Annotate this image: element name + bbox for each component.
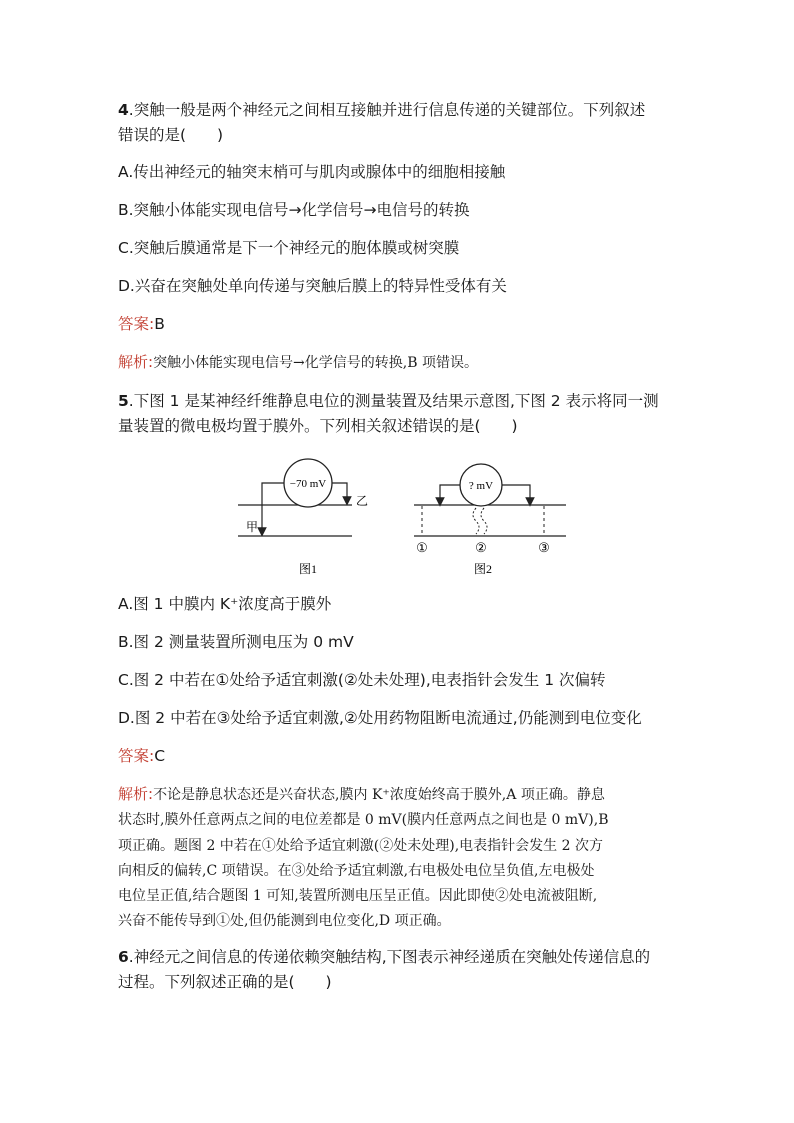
q5-stem-line1: 5.下图 1 是某神经纤维静息电位的测量装置及结果示意图,下图 2 表示将同一测 (118, 392, 659, 410)
q5-number: 5 (118, 392, 129, 410)
fig2-block-mark-right (481, 508, 487, 534)
q4-number: 4 (118, 101, 129, 119)
answer-value: C (154, 747, 166, 765)
figure-1 (238, 459, 368, 576)
fig1-label-yi: 乙 (356, 494, 369, 508)
q5-stem-line2: 量装置的微电极均置于膜外。下列相关叙述错误的是( ) (118, 417, 518, 435)
fig2-electrode-left (440, 485, 460, 502)
answer-value: B (154, 315, 165, 333)
q5-figure (236, 455, 566, 580)
answer-label: 答案: (118, 747, 155, 765)
q4-option-b: B.突触小体能实现电信号→化学信号→电信号的转换 (118, 201, 470, 219)
fig1-electrode-jia (262, 483, 284, 532)
q4-answer (118, 314, 165, 334)
q4-stem-line2: 错误的是( ) (118, 126, 224, 144)
q5-option-c: C.图 2 中若在①处给予适宜刺激(②处未处理),电表指针会发生 1 次偏转 (118, 671, 606, 689)
fig1-caption: 图1 (298, 562, 318, 576)
q5-option-b: B.图 2 测量装置所测电压为 0 mV (118, 633, 354, 651)
fig2-mark-3: ③ (538, 540, 550, 555)
q5-option-d: D.图 2 中若在③处给予适宜刺激,②处用药物阻断电流通过,仍能测到电位变化 (118, 709, 642, 727)
q5-answer (118, 746, 165, 766)
q5-option-a: A.图 1 中膜内 K⁺浓度高于膜外 (118, 595, 332, 613)
q4-option-d: D.兴奋在突触处单向传递与突触后膜上的特异性受体有关 (118, 277, 507, 295)
q4-option-a: A.传出神经元的轴突末梢可与肌肉或腺体中的细胞相接触 (118, 163, 506, 181)
q5-explanation-line1: 解析:不论是静息状态还是兴奋状态,膜内 K⁺浓度始终高于膜外,A 项正确。静息 (118, 785, 605, 803)
explanation-label: 解析: (118, 353, 154, 371)
explanation-label: 解析: (118, 785, 154, 803)
fig2-caption: 图2 (473, 562, 493, 576)
q4-explanation (118, 352, 478, 373)
fig2-block-mark-left (473, 508, 479, 534)
fig1-label-jia: 甲 (246, 520, 259, 534)
q5-explanation-line4: 向相反的偏转,C 项错误。在③处给予适宜刺激,右电极处电位呈负值,左电极处 (118, 863, 595, 879)
explanation-text: 突触小体能实现电信号→化学信号的转换,B 项错误。 (153, 355, 478, 371)
q4-option-c: C.突触后膜通常是下一个神经元的胞体膜或树突膜 (118, 239, 460, 257)
q6-number: 6 (118, 948, 129, 966)
q5-explanation-line2: 状态时,膜外任意两点之间的电位差都是 0 mV(膜内任意两点之间也是 0 mV),B (118, 812, 609, 828)
figure-2 (414, 464, 566, 576)
fig1-meter-reading: −70 mV (289, 478, 327, 490)
fig2-electrode-right (502, 485, 530, 502)
answer-label: 答案: (118, 315, 155, 333)
fig2-meter-reading: ? mV (468, 480, 494, 492)
q5-explanation-line5: 电位呈正值,结合题图 1 可知,装置所测电压呈正值。因此即使②处电流被阻断, (118, 888, 598, 904)
q5-explanation-line3: 项正确。题图 2 中若在①处给予适宜刺激(②处未处理),电表指针会发生 2 次方 (118, 838, 603, 854)
fig1-electrode-yi (332, 483, 347, 501)
q4-stem-line1: 4.突触一般是两个神经元之间相互接触并进行信息传递的关键部位。下列叙述 (118, 101, 646, 119)
q6-stem-line1: 6.神经元之间信息的传递依赖突触结构,下图表示神经递质在突触处传递信息的 (118, 948, 651, 966)
q6-stem-line2: 过程。下列叙述正确的是( ) (118, 973, 332, 991)
fig2-mark-2: ② (475, 540, 487, 555)
q5-explanation-line6: 兴奋不能传导到①处,但仍能测到电位变化,D 项正确。 (118, 913, 451, 929)
fig2-mark-1: ① (416, 540, 428, 555)
